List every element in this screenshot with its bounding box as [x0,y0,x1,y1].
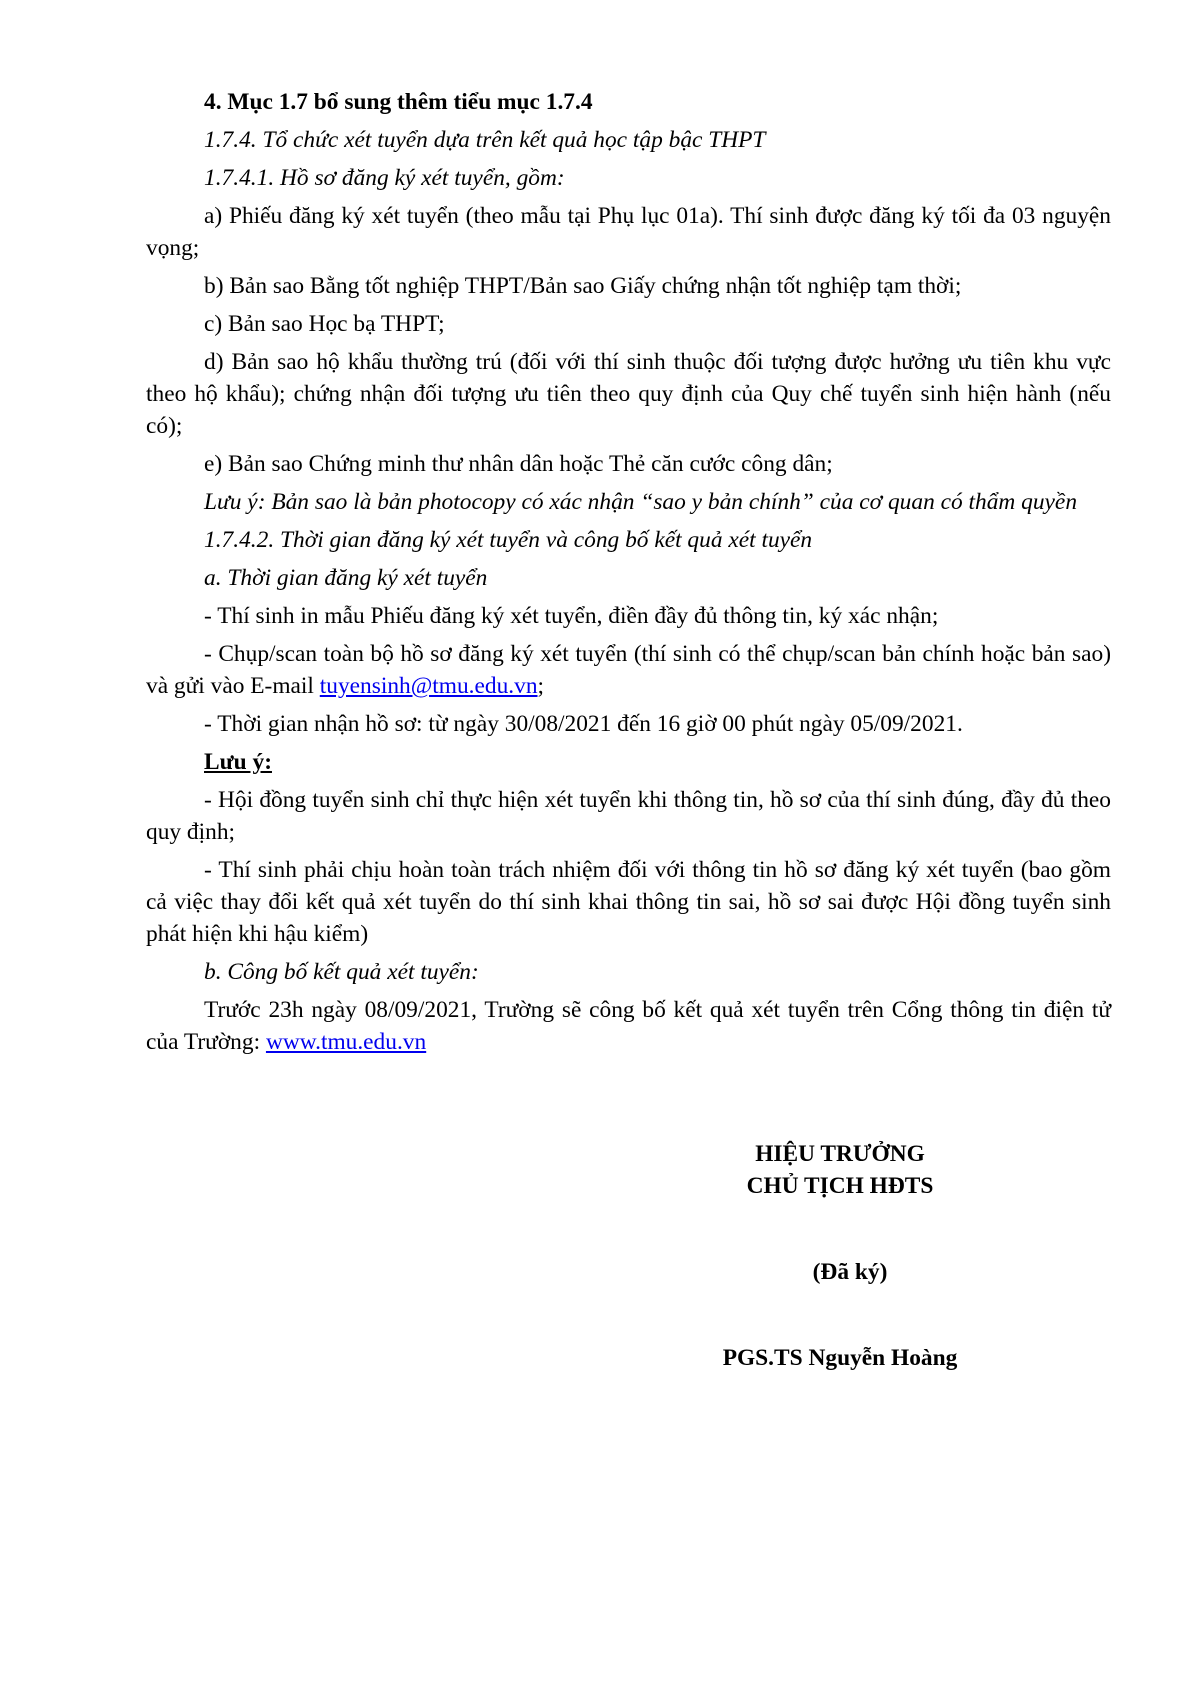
item-c: c) Bản sao Học bạ THPT; [204,311,445,337]
time-item-scan-text: - Chụp/scan toàn bộ hồ sơ đăng ký xét tuyển (thí sinh có thể chụp/scan bản chính hoặc bản sao) và gửi vào E-mail [146,641,1111,699]
time-heading: a. Thời gian đăng ký xét tuyển [204,565,488,591]
time-item-scan [146,638,1111,702]
note-1: - Hội đồng tuyển sinh chỉ thực hiện xét tuyển khi thông tin, hồ sơ của thí sinh đúng, đầy đủ theo quy định; [146,787,1111,845]
note-heading: Lưu ý: [204,749,272,775]
time-item-print: - Thí sinh in mẫu Phiếu đăng ký xét tuyển, điền đầy đủ thông tin, ký xác nhận; [204,603,939,629]
signed-mark: (Đã ký) [812,1259,888,1285]
subsection-1-7-4-2: 1.7.4.2. Thời gian đăng ký xét tuyển và công bố kết quả xét tuyển [204,527,813,553]
item-b: b) Bản sao Bằng tốt nghiệp THPT/Bản sao Giấy chứng nhận tốt nghiệp tạm thời; [204,273,962,299]
website-link[interactable]: www.tmu.edu.vn [265,1029,427,1055]
result-text [146,994,1111,1058]
result-heading: b. Công bố kết quả xét tuyển: [204,959,479,985]
signature-title-2: CHỦ TỊCH HĐTS [746,1173,934,1199]
item-d: d) Bản sao hộ khẩu thường trú (đối với thí sinh thuộc đối tượng được hưởng ưu tiên khu vực theo hộ khẩu); chứng nhận đối tượng ưu tiên theo quy định của Quy chế tuyển sinh hiện hành (nếu có); [146,349,1111,439]
note-2: - Thí sinh phải chịu hoàn toàn trách nhiệm đối với thông tin hồ sơ đăng ký xét tuyển (bao gồm cả việc thay đổi kết quả xét tuyển do thí sinh khai thông tin sai, hồ sơ sai được Hội đồng tuyển sinh phát hiện khi hậu kiểm) [146,857,1111,947]
note-heading-row [146,746,1111,778]
document-body [146,86,1111,1064]
item-a: a) Phiếu đăng ký xét tuyển (theo mẫu tại Phụ lục 01a). Thí sinh được đăng ký tối đa 03 nguyện vọng; [146,203,1111,261]
subsection-1-7-4-1: 1.7.4.1. Hồ sơ đăng ký xét tuyển, gồm: [204,165,565,191]
signatory-name: PGS.TS Nguyễn Hoàng [722,1345,958,1371]
section-heading: 4. Mục 1.7 bổ sung thêm tiểu mục 1.7.4 [204,89,593,115]
time-item-receive: - Thời gian nhận hồ sơ: từ ngày 30/08/2021 đến 16 giờ 00 phút ngày 05/09/2021. [204,711,963,737]
subsection-1-7-4: 1.7.4. Tổ chức xét tuyển dựa trên kết quả học tập bậc THPT [204,127,766,153]
result-text-body: Trước 23h ngày 08/09/2021, Trường sẽ công bố kết quả xét tuyển trên Cổng thông tin điện tử của Trường: [146,997,1111,1055]
signature-title-1: HIỆU TRƯỞNG [755,1141,925,1167]
time-item-scan-suffix: ; [537,673,545,699]
note-copy: Lưu ý: Bản sao là bản photocopy có xác nhận “sao y bản chính” của cơ quan có thẩm quyền [204,489,1078,515]
email-link[interactable]: tuyensinh@tmu.edu.vn [319,673,538,699]
item-e: e) Bản sao Chứng minh thư nhân dân hoặc Thẻ căn cước công dân; [204,451,833,477]
